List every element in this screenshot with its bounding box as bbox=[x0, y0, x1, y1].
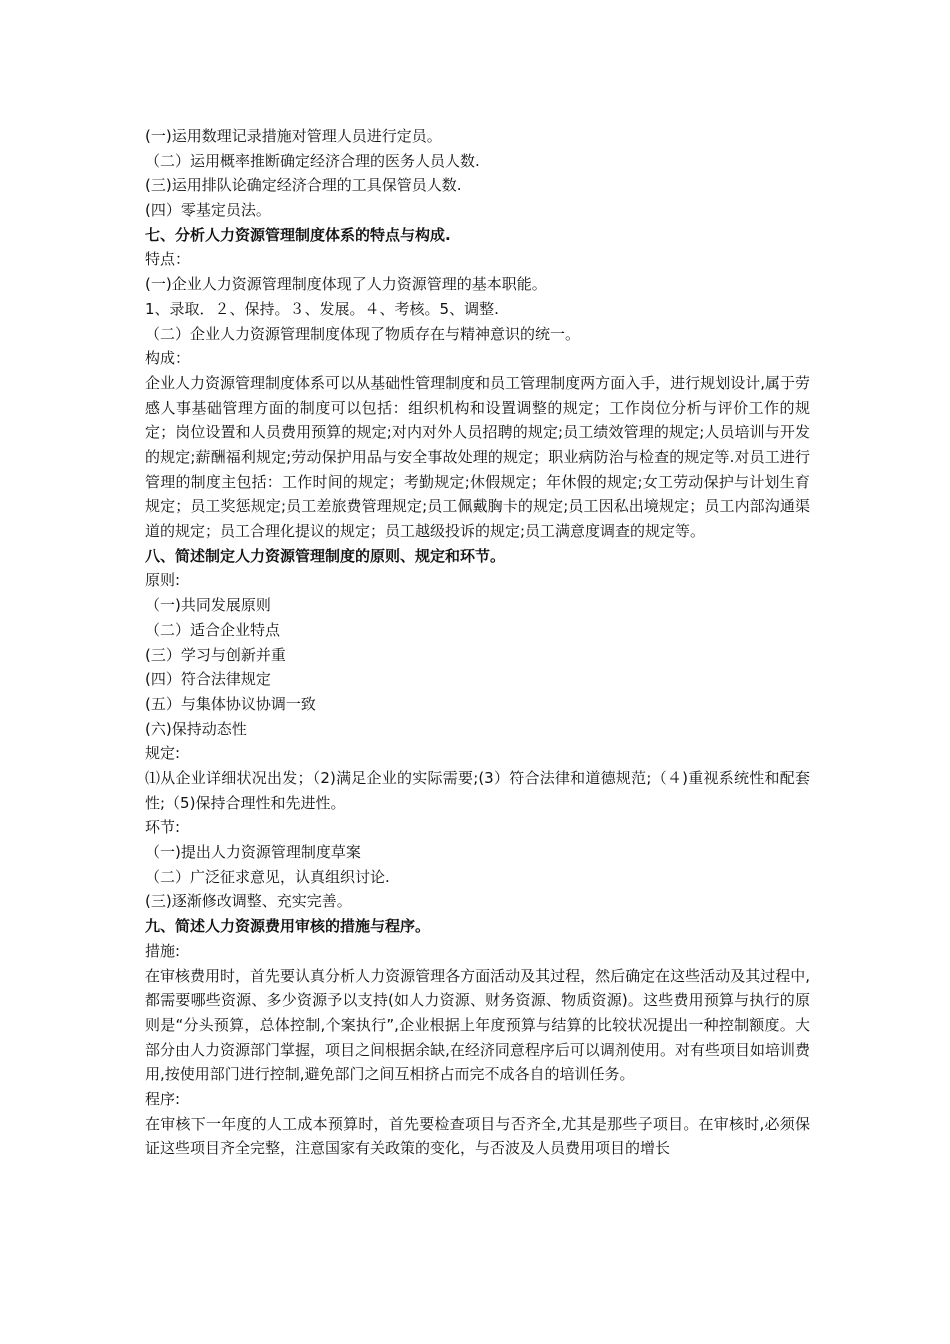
principle-item: (四）符合法律规定 bbox=[145, 670, 271, 689]
section-heading-8: 八、简述制定人力资源管理制度的原则、规定和环节。 bbox=[145, 546, 506, 565]
document-page bbox=[145, 124, 810, 1161]
step-item: (三)逐渐修改调整、充实完善。 bbox=[145, 892, 352, 911]
principle-item: (五）与集体协议协调一致 bbox=[145, 694, 316, 713]
principle-item: (三）学习与创新并重 bbox=[145, 645, 286, 664]
procedure-label: 程序: bbox=[145, 1090, 181, 1109]
feature-item: （二）企业人力资源管理制度体现了物质存在与精神意识的统一。 bbox=[145, 324, 581, 343]
composition-label: 构成： bbox=[145, 349, 191, 368]
section-heading-9: 九、简述人力资源费用审核的措施与程序。 bbox=[145, 917, 431, 936]
steps-label: 环节: bbox=[145, 818, 181, 837]
step-item: （二）广泛征求意见，认真组织讨论. bbox=[145, 867, 390, 886]
section-heading-7: 七、分析人力资源管理制度体系的特点与构成. bbox=[145, 225, 451, 244]
feature-subitems: 1、录取．２、保持。３、发展。４、考核。5、调整. bbox=[145, 299, 499, 318]
measures-label: 措施: bbox=[145, 941, 181, 960]
procedure-paragraph: 在审核下一年度的人工成本预算时，首先要检查项目与否齐全,尤其是那些子项目。在审核时,必须保证这些项目齐全完整，注意国家有关政策的变化，与否波及人员费用项目的增长 bbox=[145, 1114, 810, 1158]
rules-paragraph: ⑴从企业详细状况出发；（2)满足企业的实际需要;(3）符合法律和道德规范;（４)重视系统性和配套性;（5)保持合理性和先进性。 bbox=[145, 768, 810, 812]
feature-item: (一)企业人力资源管理制度体现了人力资源管理的基本职能。 bbox=[145, 275, 547, 294]
list-item: (四）零基定员法。 bbox=[145, 201, 271, 220]
principle-item: （二）适合企业特点 bbox=[145, 620, 281, 639]
measures-paragraph: 在审核费用时，首先要认真分析人力资源管理各方面活动及其过程，然后确定在这些活动及其过程中,都需要哪些资源、多少资源予以支持(如人力资源、财务资源、物质资源)。这些费用预算与执行的原则是“分头预算，总体控制,个案执行”,企业根据上年度预算与结算的比较状况提出一种控制额度。大部分由人力资源部门掌握，项目之间根据余缺,在经济同意程序后可以调剂使用。对有些项目如培训费用,按使用部门进行控制,避免部门之间互相挤占而完不成各自的培训任务。 bbox=[145, 966, 810, 1084]
list-item: (一)运用数理记录措施对管理人员进行定员。 bbox=[145, 127, 442, 145]
principles-label: 原则: bbox=[145, 571, 181, 590]
list-item: (三)运用排队论确定经济合理的工具保管员人数. bbox=[145, 176, 462, 195]
rules-label: 规定: bbox=[145, 744, 181, 763]
principle-item: （一)共同发展原则 bbox=[145, 596, 271, 615]
principle-item: (六)保持动态性 bbox=[145, 719, 247, 738]
list-item: （二）运用概率推断确定经济合理的医务人员人数. bbox=[145, 151, 480, 170]
composition-paragraph: 企业人力资源管理制度体系可以从基础性管理制度和员工管理制度两方面入手，进行规划设计,属于劳感人事基础管理方面的制度可以包括：组织机构和设置调整的规定；工作岗位分析与评价工作的规定；岗位设置和人员费用预算的规定;对内对外人员招聘的规定;员工绩效管理的规定;人员培训与开发的规定;薪酬福利规定;劳动保护用品与安全事故处理的规定；职业病防治与检查的规定等.对员工进行管理的制度主包括：工作时间的规定；考勤规定;休假规定；年休假的规定;女工劳动保护与计划生育规定；员工奖惩规定;员工差旅费管理规定;员工佩戴胸卡的规定;员工因私出境规定；员工内部沟通渠道的规定；员工合理化提议的规定；员工越级投诉的规定;员工满意度调查的规定等。 bbox=[145, 373, 810, 541]
step-item: （一)提出人力资源管理制度草案 bbox=[145, 843, 361, 862]
features-label: 特点： bbox=[145, 250, 191, 269]
